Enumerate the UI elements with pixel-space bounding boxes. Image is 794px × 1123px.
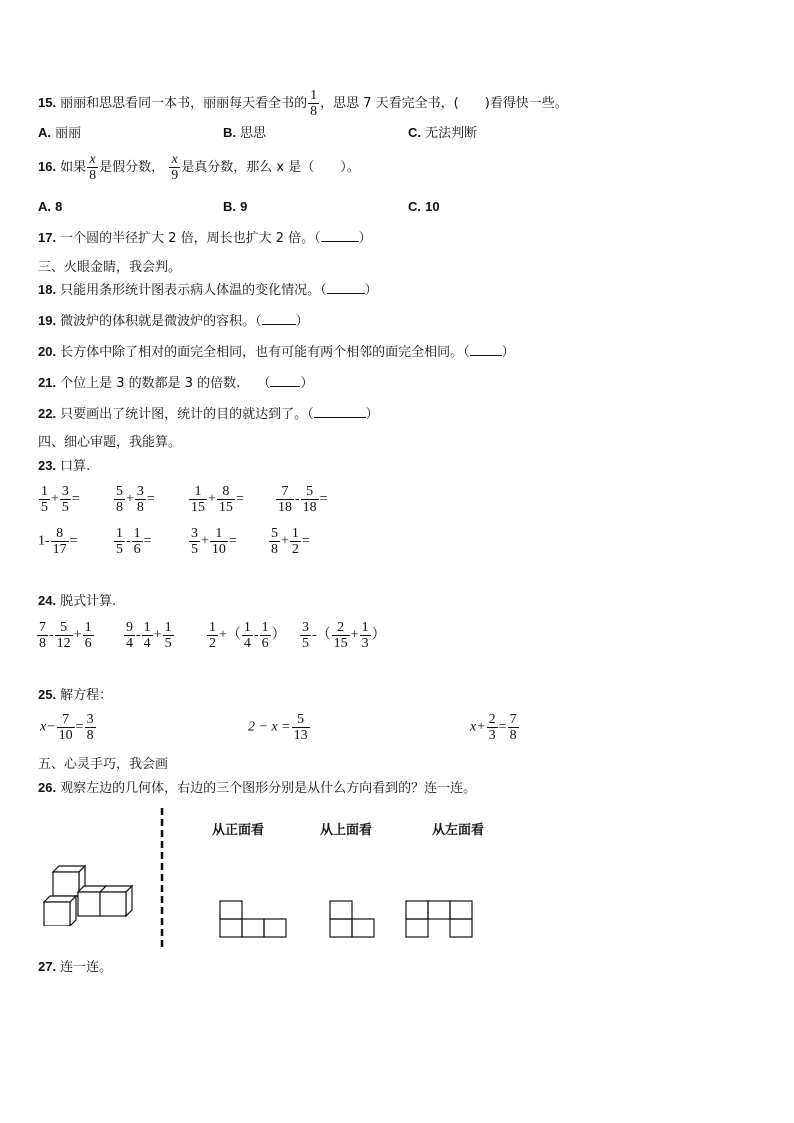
answer-blank[interactable] — [470, 343, 502, 356]
question-24: 24. 脱式计算. — [38, 593, 117, 609]
view-label-left: 从左面看 — [432, 823, 485, 838]
equation-1: x− $\frac{7}{10}$ = $\frac{3}{8}$ — [40, 712, 94, 743]
view-shape-2[interactable] — [329, 900, 377, 940]
question-16: 16. 如果 $\frac{x}{8}$ 是假分数， $\frac{x}{9}$ 是真分数，那么 x 是（ ）。 — [38, 152, 360, 183]
question-26: 26. 观察左边的几何体，右边的三个图形分别是从什么方向看到的？连一连。 — [38, 780, 477, 796]
question-19: 19. 微波炉的体积就是微波炉的容积。（ ） — [38, 313, 309, 329]
fraction: $\frac{x}{9}$ — [171, 152, 179, 183]
question-25: 25. 解方程： — [38, 687, 113, 703]
geometric-solid-figure — [40, 862, 144, 926]
question-22: 22. 只要画出了统计图，统计的目的就达到了。（ ） — [38, 406, 379, 422]
section-4-heading: 四、细心审题，我能算。 — [38, 435, 182, 450]
fraction: $\frac{1}{8}$ — [310, 88, 318, 119]
question-18: 18. 只能用条形统计图表示病人体温的变化情况。（ ） — [38, 282, 378, 298]
q15-option-a[interactable]: A. 丽丽 — [38, 125, 82, 141]
expression-1: $\frac{7}{8}$ - $\frac{5}{12}$ + $\frac{1}{6}$ — [39, 620, 92, 651]
q15-option-c[interactable]: C. 无法判断 — [408, 125, 478, 141]
answer-blank[interactable] — [262, 312, 296, 325]
expression-2: $\frac{9}{4}$ - $\frac{1}{4}$ + $\frac{1}{5}$ — [126, 620, 172, 651]
calc-item: $\frac{1}{15}$ + $\frac{8}{15}$ = — [191, 484, 244, 515]
answer-blank[interactable] — [270, 374, 300, 387]
view-label-front: 从正面看 — [212, 823, 265, 838]
calc-item: $\frac{7}{18}$ - $\frac{5}{18}$ = — [278, 484, 328, 515]
question-17: 17. 一个圆的半径扩大 2 倍，周长也扩大 2 倍。（ ） — [38, 230, 372, 246]
answer-blank[interactable] — [327, 281, 365, 294]
q16-option-b[interactable]: B. 9 — [223, 199, 248, 214]
calc-item: $\frac{5}{8}$ + $\frac{3}{8}$ = — [116, 484, 155, 515]
question-number: 15. — [38, 95, 57, 110]
fraction: $\frac{x}{8}$ — [89, 152, 97, 183]
q15-option-b[interactable]: B. 思思 — [223, 125, 267, 141]
view-shape-3[interactable] — [405, 900, 475, 940]
q16-option-a[interactable]: A. 8 — [38, 199, 63, 214]
view-shape-1[interactable] — [219, 900, 289, 940]
question-21: 21. 个位上是 3 的数都是 3 的倍数. （ ） — [38, 375, 314, 391]
answer-blank[interactable] — [314, 405, 366, 418]
section-3-heading: 三、火眼金睛，我会判。 — [38, 260, 182, 275]
question-20: 20. 长方体中除了相对的面完全相同，也有可能有两个相邻的面完全相同。（ ） — [38, 344, 515, 360]
calc-item: $\frac{1}{5}$ + $\frac{3}{5}$ = — [41, 484, 80, 515]
section-5-heading: 五、心灵手巧，我会画 — [38, 757, 169, 772]
equation-3: x+ $\frac{2}{3}$ = $\frac{7}{8}$ — [470, 712, 517, 743]
calc-item: $\frac{1}{5}$ - $\frac{1}{6}$ = — [116, 526, 152, 557]
expression-4: $\frac{3}{5}$ -（ $\frac{2}{15}$ + $\frac{1}{3}$ ） — [302, 620, 386, 651]
question-23: 23. 口算. — [38, 458, 91, 474]
expression-3: $\frac{1}{2}$ +（ $\frac{1}{4}$ - $\frac{1}{6}$ ） — [209, 620, 286, 651]
answer-blank[interactable] — [321, 229, 359, 242]
dashed-divider — [160, 808, 164, 950]
q16-option-c[interactable]: C. 10 — [408, 199, 440, 214]
view-label-top: 从上面看 — [320, 823, 373, 838]
question-27: 27. 连一连。 — [38, 959, 113, 975]
calc-item: $\frac{5}{8}$ + $\frac{1}{2}$ = — [271, 526, 310, 557]
calc-item: 1- $\frac{8}{17}$ = — [38, 526, 78, 557]
calc-item: $\frac{3}{5}$ + $\frac{1}{10}$ = — [191, 526, 237, 557]
equation-2: 2 − x = $\frac{5}{13}$ — [248, 712, 308, 743]
question-15: 15. 丽丽和思思看同一本书，丽丽每天看全书的 $\frac{1}{8}$ ，思思 7 天看完全书，( )看得快一些。 — [38, 88, 568, 119]
